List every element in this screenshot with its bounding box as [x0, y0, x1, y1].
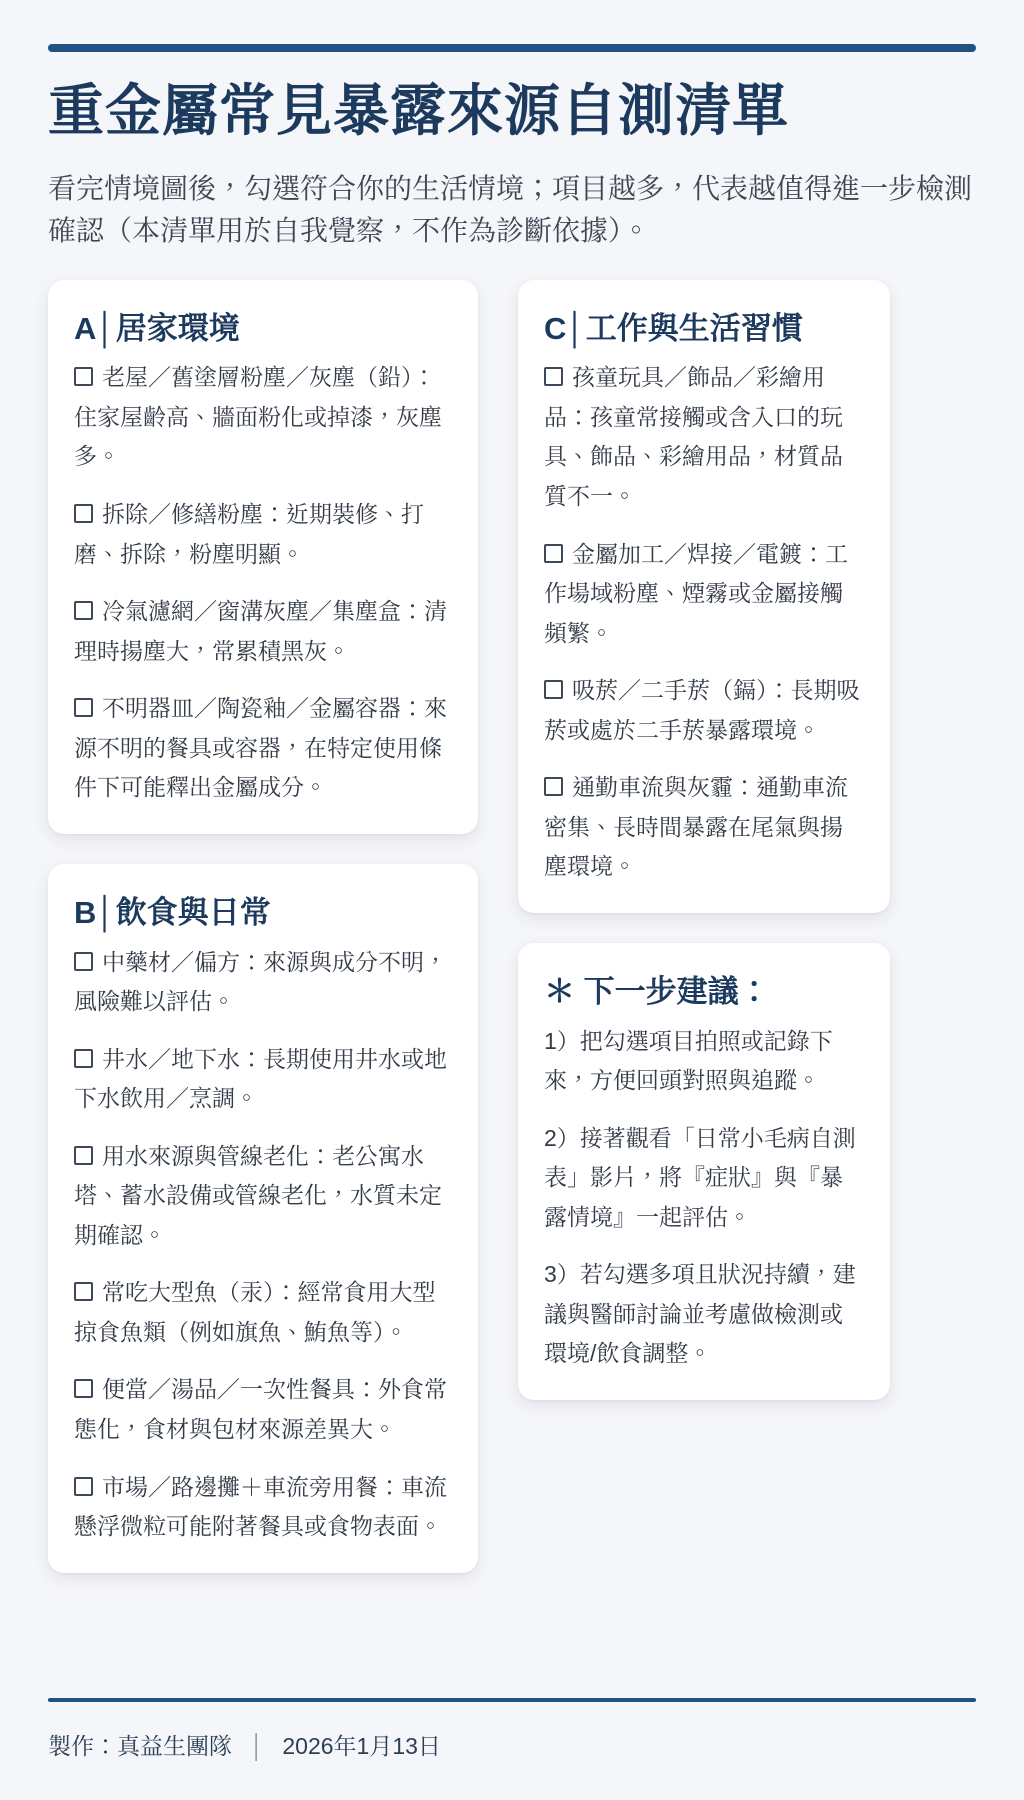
checkbox-icon[interactable]	[74, 1379, 93, 1398]
checklist-item	[74, 1137, 452, 1256]
footer-divider-line	[48, 1698, 976, 1702]
checklist-item-label: 市場／路邊攤＋車流旁用餐：車流懸浮微粒可能附著餐具或食物表面。	[74, 1473, 447, 1540]
checklist-item	[74, 689, 452, 808]
right-column	[518, 280, 890, 1430]
footer-credit: 製作：真益生團隊	[48, 1733, 232, 1759]
checklist-item-label: 不明器皿／陶瓷釉／金屬容器：來源不明的餐具或容器，在特定使用條件下可能釋出金屬成分。	[74, 695, 447, 801]
checklist-item	[74, 943, 452, 1022]
checkbox-icon[interactable]	[74, 1146, 93, 1165]
checklist-item	[544, 535, 864, 654]
next-step-item: 1）把勾選項目拍照或記錄下來，方便回頭對照與追蹤。	[544, 1027, 833, 1094]
card-home-environment	[48, 280, 478, 834]
checkbox-icon[interactable]	[74, 952, 93, 971]
checklist-item	[74, 1468, 452, 1547]
checklist-item	[74, 1040, 452, 1119]
top-accent-bar	[48, 44, 976, 52]
footer-date: 2026年1月13日	[282, 1733, 441, 1759]
checklist-item-label: 用水來源與管線老化：老公寓水塔、蓄水設備或管線老化，水質未定期確認。	[74, 1142, 442, 1248]
checklist-item	[544, 671, 864, 750]
checklist-item	[74, 495, 452, 574]
checkbox-icon[interactable]	[544, 680, 563, 699]
checkbox-icon[interactable]	[74, 601, 93, 620]
checklist-item	[74, 1370, 452, 1449]
card-next-steps-heading: ＊ 下一步建議：	[544, 973, 770, 1009]
checkbox-icon[interactable]	[544, 777, 563, 796]
checklist-item-label: 通勤車流與灰霾：通勤車流密集、長時間暴露在尾氣與揚塵環境。	[544, 774, 848, 880]
footer	[48, 1698, 976, 1761]
checkbox-icon[interactable]	[544, 367, 563, 386]
page-subtitle: 看完情境圖後，勾選符合你的生活情境；項目越多，代表越值得進一步檢測確認（本清單用於自我覺察，不作為診斷依據）。	[48, 172, 973, 246]
checklist-item-label: 老屋／舊塗層粉塵／灰塵（鉛）：住家屋齡高、牆面粉化或掉漆，灰塵多。	[74, 364, 442, 470]
next-step-item: 2）接著觀看「日常小毛病自測表」影片，將『症狀』與『暴露情境』一起評估。	[544, 1124, 856, 1230]
checkbox-icon[interactable]	[74, 367, 93, 386]
card-home-environment-heading: A│居家環境	[74, 310, 240, 346]
card-work-lifestyle	[518, 280, 890, 913]
checklist-item-label: 井水／地下水：長期使用井水或地下水飲用／烹調。	[74, 1045, 447, 1112]
checkbox-icon[interactable]	[74, 698, 93, 717]
footer-separator: │	[250, 1733, 265, 1759]
footer-text	[48, 1728, 976, 1761]
checkbox-icon[interactable]	[74, 1282, 93, 1301]
checklist-item-label: 冷氣濾網／窗溝灰塵／集塵盒：清理時揚塵大，常累積黑灰。	[74, 598, 447, 664]
card-diet-daily-heading: B│飲食與日常	[74, 894, 271, 930]
page-title: 重金屬常見暴露來源自測清單	[48, 79, 789, 142]
checklist-item	[74, 1273, 452, 1352]
next-step-item: 3）若勾選多項且狀況持續，建議與醫師討論並考慮做檢測或環境/飲食調整。	[544, 1261, 856, 1367]
checklist-item-label: 吸菸／二手菸（鎘）：長期吸菸或處於二手菸暴露環境。	[544, 677, 860, 743]
checklist-item-label: 便當／湯品／一次性餐具：外食常態化，食材與包材來源差異大。	[74, 1376, 447, 1443]
card-work-lifestyle-heading: C│工作與生活習慣	[544, 310, 803, 346]
checklist-item	[544, 768, 864, 887]
left-column	[48, 280, 478, 1603]
checklist-item-label: 孩童玩具／飾品／彩繪用品：孩童常接觸或含入口的玩具、飾品、彩繪用品，材質品質不一。	[544, 364, 843, 509]
checklist-item-label: 常吃大型魚（汞）：經常食用大型掠食魚類（例如旗魚、鮪魚等）。	[74, 1279, 436, 1345]
checklist-item-label: 中藥材／偏方：來源與成分不明，風險難以評估。	[74, 948, 447, 1015]
checklist-item	[544, 358, 864, 516]
checkbox-icon[interactable]	[74, 1049, 93, 1068]
checkbox-icon[interactable]	[74, 504, 93, 523]
checklist-item	[74, 358, 452, 477]
checklist-item-label: 金屬加工／焊接／電鍍：工作場域粉塵、煙霧或金屬接觸頻繁。	[544, 540, 848, 646]
card-next-steps	[518, 943, 890, 1400]
card-diet-daily	[48, 864, 478, 1573]
checklist-item	[74, 592, 452, 671]
checklist-item-label: 拆除／修繕粉塵：近期裝修、打磨、拆除，粉塵明顯。	[74, 500, 424, 567]
card-columns	[48, 280, 976, 1603]
checkbox-icon[interactable]	[544, 544, 563, 563]
checkbox-icon[interactable]	[74, 1477, 93, 1496]
